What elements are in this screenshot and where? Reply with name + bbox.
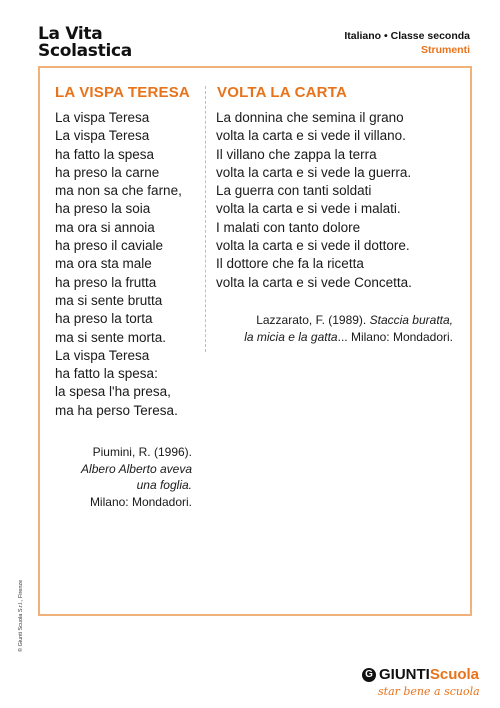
poem-line: La guerra con tanti soldati [216,183,372,199]
poem-line: ha preso la torta [55,311,153,327]
citation-work: la micia e la gatta [244,329,338,344]
citation-publisher: ... Milano: Mondadori. [337,329,453,344]
header-info [344,30,470,56]
magazine-logo [38,26,132,60]
poem-line: ma ha perso Teresa. [55,402,178,418]
poem-line: ma non sa che farne, [55,183,182,199]
poem1-citation [81,444,192,510]
poem-line: ma si sente brutta [55,292,163,308]
poem-line: ha fatto la spesa: [55,366,158,382]
citation-publisher: Milano: Mondadori. [89,494,192,509]
poem-line: volta la carta e si vede la guerra. [216,164,412,180]
poem1-title: LA VISPA TERESA [55,84,190,101]
poem-line: la spesa l'ha presa, [55,384,171,400]
poem-line: I malati con tanto dolore [216,219,361,235]
poem2-title: VOLTA LA CARTA [217,84,347,101]
poem-line: ha fatto la spesa [55,146,155,162]
poem2-citation [244,312,453,345]
publisher-logo [362,666,479,683]
poem-line: ma ora sta male [55,256,152,272]
poem-line: La vispa Teresa [55,347,150,363]
poem-line: volta la carta e si vede i malati. [216,201,401,217]
citation-work: una foglia. [136,478,192,492]
poem1-lines [55,109,182,420]
citation-author: Piumini, R. (1996). [92,445,192,459]
poem-line: ha preso la frutta [55,274,157,290]
subject-label: Italiano • Classe seconda [344,30,470,42]
poem-line: La donnina che semina il grano [216,110,404,125]
citation-work: Albero Alberto aveva [81,461,192,476]
copyright-notice: © Giunti Scuola S.r.l., Firenze [18,579,24,652]
brand-main: GIUNTI [379,666,430,683]
poem-line: volta la carta e si vede il villano. [216,128,406,144]
section-label: Strumenti [420,44,470,56]
citation-author: Lazzarato, F. (1989). [256,313,367,327]
poem-line: volta la carta e si vede il dottore. [216,238,410,254]
poem-line: Il villano che zappa la terra [216,146,377,162]
poem-line: ma ora si annoia [55,219,155,235]
brand-accent: Scuola [429,666,480,683]
citation-work: Staccia buratta, [369,313,453,327]
column-divider [205,86,206,352]
poem-line: volta la carta e si vede Concetta. [216,274,412,290]
poem-line: La vispa Teresa [55,110,150,125]
logo-line-1: La Vita [38,24,103,44]
poem-line: Il dottore che fa la ricetta [216,256,364,272]
poem2-lines [216,109,412,292]
brand-tagline: star bene a scuola [378,685,480,698]
poem-line: ha preso la soia [55,201,151,217]
logo-line-2: Scolastica [38,41,132,61]
poem-line: La vispa Teresa [55,128,150,144]
poem-line: ma si sente morta. [55,329,167,345]
giunti-g-icon: G [362,668,376,682]
poem-line: ha preso il caviale [55,238,164,254]
poem-line: ha preso la carne [55,164,160,180]
